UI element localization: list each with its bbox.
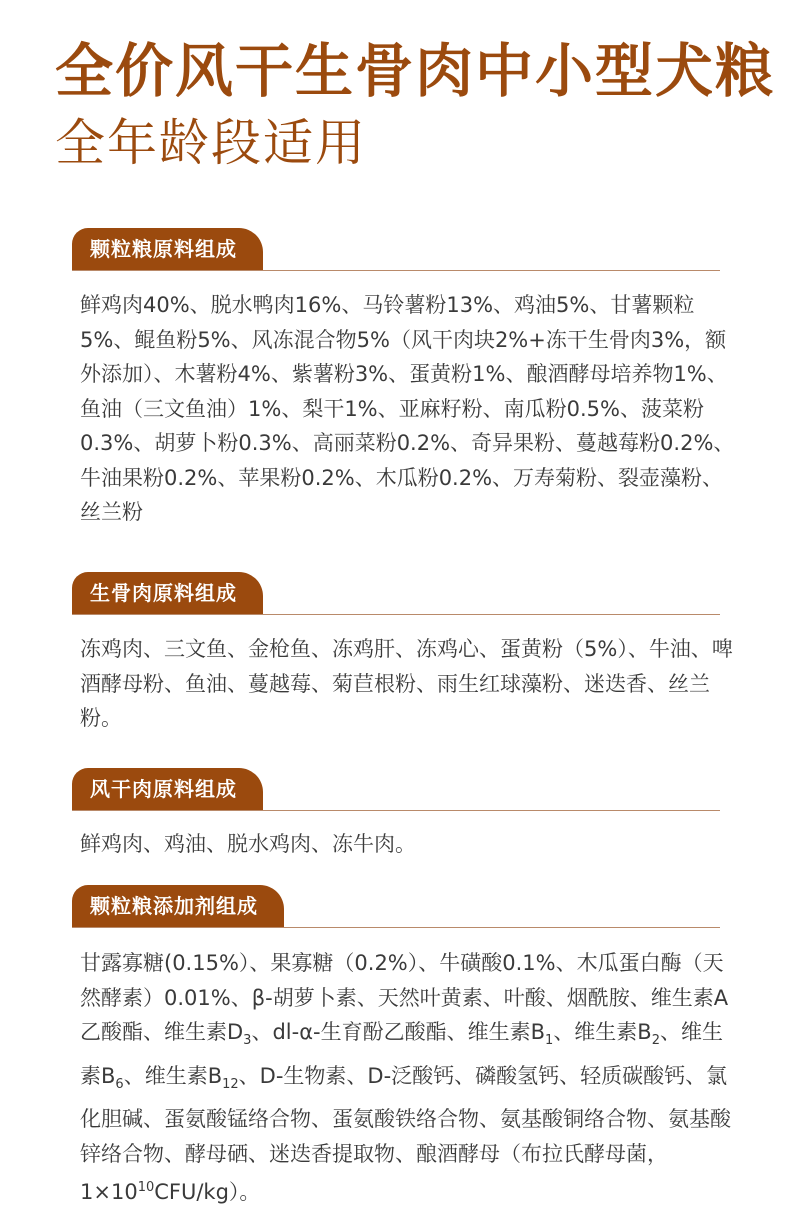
section-header-raw-bone-meat-ingredients <box>72 568 720 615</box>
subscript: 6 <box>115 1076 124 1092</box>
subscript: 2 <box>651 1033 661 1049</box>
product-title: 全价风干生骨肉中小型犬粮 <box>55 37 776 105</box>
product-subtitle: 全年龄段适用 <box>55 114 367 172</box>
raw-bone-meat-ingredients-text: 冻鸡肉、三文鱼、金枪鱼、冻鸡肝、冻鸡心、蛋黄粉（5%）、牛油、啤酒酵母粉、鱼油、蔓越莓、菊苣根粉、雨生红球藻粉、迷迭香、丝兰粉。 <box>80 637 733 730</box>
additives-text-part: 、D-生物素、D-泛酸钙、磷酸氢钙、轻质碳酸钙、氯化胆碱、蛋氨酸锰络合物、蛋氨酸铁络合物、氨基酸铜络合物、氨基酸锌络合物、酵母硒、迷迭香提取物、酿酒酵母（布拉氏酵母菌，1×10 <box>80 1063 731 1205</box>
additives-text-part: 、维生素B <box>80 1020 724 1088</box>
subscript: 12 <box>222 1076 239 1092</box>
additives-text-part: 、维生素B <box>553 1020 652 1044</box>
section-tab: 风干肉原料组成 <box>72 768 263 810</box>
kibble-additives-text <box>80 946 740 1210</box>
section-tab: 颗粒粮添加剂组成 <box>72 885 284 927</box>
section-header-air-dried-meat-ingredients <box>72 764 720 811</box>
subscript: 3 <box>243 1033 252 1049</box>
additives-text-part: CFU/kg）。 <box>154 1180 261 1205</box>
section-tab: 生骨肉原料组成 <box>72 572 263 614</box>
additives-text-part: 、维生素B <box>123 1063 223 1088</box>
additives-text-part: 甘露寡糖(0.15%）、果寡糖（0.2%）、牛磺酸0.1%、木瓜蛋白酶（天然酵素）0.01%、β-胡萝卜素、天然叶黄素、叶酸、烟酰胺、维生素A乙酸酯、维生素D <box>80 951 729 1044</box>
superscript: 10 <box>137 1180 155 1196</box>
subscript: 1 <box>545 1033 554 1049</box>
section-tab: 颗粒粮原料组成 <box>72 228 263 270</box>
kibble-ingredients-text: 鲜鸡肉40%、脱水鸭肉16%、马铃薯粉13%、鸡油5%、甘薯颗粒5%、鲲鱼粉5%、风冻混合物5%（风干肉块2%+冻干生骨肉3%，额外添加）、木薯粉4%、紫薯粉3%、蛋黄粉1%、酿酒酵母培养物1%、鱼油（三文鱼油）1%、梨干1%、亚麻籽粉、南瓜粉0.5%、菠菜粉0.3%、胡萝卜粉0.3%、高丽菜粉0.2%、奇异果粉、蔓越莓粉0.2%、牛油果粉0.2%、苹果粉0.2%、木瓜粉0.2%、万寿菊粉、裂壶藻粉、丝兰粉 <box>80 293 735 524</box>
additives-text-part: 、dl-α-生育酚乙酸酯、维生素B <box>251 1020 546 1044</box>
section-header-kibble-additives <box>72 881 720 928</box>
section-header-kibble-ingredients <box>72 224 720 271</box>
air-dried-meat-ingredients-text: 鲜鸡肉、鸡油、脱水鸡肉、冻牛肉。 <box>80 832 416 856</box>
